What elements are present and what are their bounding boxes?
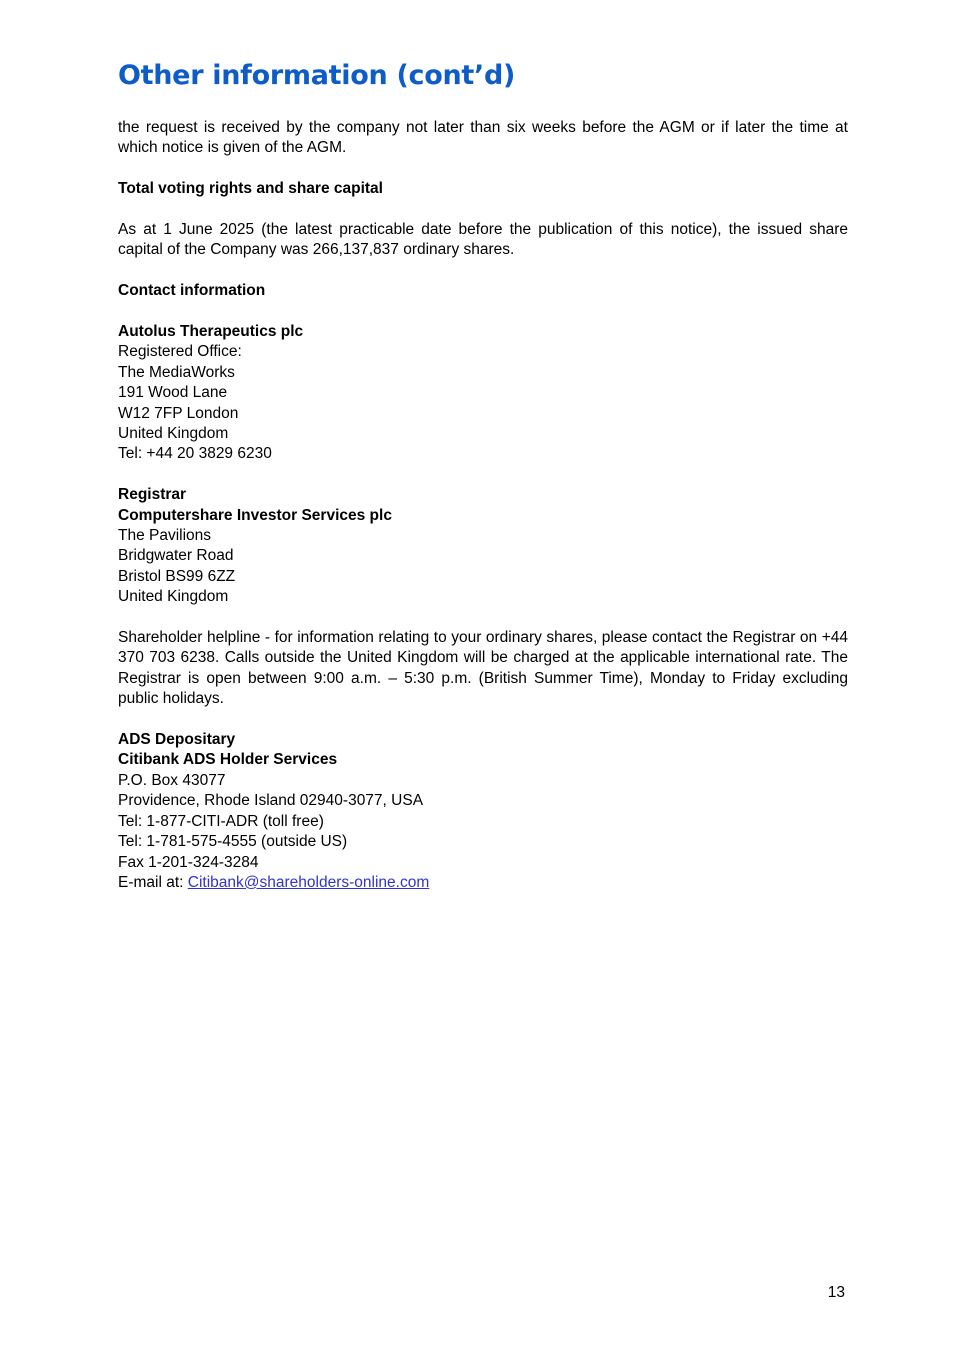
company-address-line: United Kingdom: [118, 425, 229, 443]
depositary-heading: ADS Depositary: [118, 731, 236, 749]
depositary-phone-line: Tel: 1-781-575-4555 (outside US): [118, 833, 348, 851]
registrar-address-block: [118, 485, 848, 607]
intro-paragraph: the request is received by the company not later than six weeks before the AGM or if later the time at which notice is given of the AGM.: [118, 119, 848, 157]
voting-rights-heading: Total voting rights and share capital: [118, 180, 383, 198]
depositary-name: Citibank ADS Holder Services: [118, 751, 338, 769]
company-address-line: 191 Wood Lane: [118, 384, 228, 402]
registrar-name: Computershare Investor Services plc: [118, 506, 392, 524]
depositary-email-line: [118, 873, 848, 893]
depositary-phone-line: Tel: 1-877-CITI-ADR (toll free): [118, 812, 324, 830]
registrar-address-line: Bridgwater Road: [118, 547, 234, 565]
company-address-line: W12 7FP London: [118, 404, 239, 422]
company-address-block: [118, 322, 848, 465]
company-address-line: The MediaWorks: [118, 363, 235, 381]
page-title: Other information (cont’d): [118, 60, 516, 91]
company-phone-line: Tel: +44 20 3829 6230: [118, 445, 272, 463]
page-content: [118, 60, 848, 914]
registrar-address-line: United Kingdom: [118, 588, 229, 606]
company-address-line: Registered Office:: [118, 343, 242, 361]
contact-information-heading: Contact information: [118, 282, 266, 300]
registrar-address-line: Bristol BS99 6ZZ: [118, 567, 236, 585]
depositary-address-line: P.O. Box 43077: [118, 771, 226, 789]
depositary-address-line: Providence, Rhode Island 02940-3077, USA: [118, 792, 424, 810]
page-number: 13: [827, 1284, 845, 1301]
depositary-fax-line: Fax 1-201-324-3284: [118, 853, 259, 871]
registrar-heading: Registrar: [118, 486, 187, 504]
depositary-address-block: [118, 730, 848, 893]
share-capital-paragraph: As at 1 June 2025 (the latest practicable date before the publication of this notice), the issued share capital of the Company was 266,137,837 ordinary shares.: [118, 221, 848, 259]
shareholder-helpline-paragraph: Shareholder helpline - for information relating to your ordinary shares, please contact the Registrar on +44 370 703 6238. Calls outside the United Kingdom will be charged at the applicable international rate. The Registrar is open between 9:00 a.m. – 5:30 p.m. (British Summer Time), Monday to Friday excluding public holidays.: [118, 629, 848, 708]
email-link[interactable]: Citibank@shareholders-online.com: [187, 873, 430, 891]
registrar-address-line: The Pavilions: [118, 527, 212, 545]
company-name: Autolus Therapeutics plc: [118, 323, 304, 340]
email-label: E-mail at:: [118, 873, 188, 891]
